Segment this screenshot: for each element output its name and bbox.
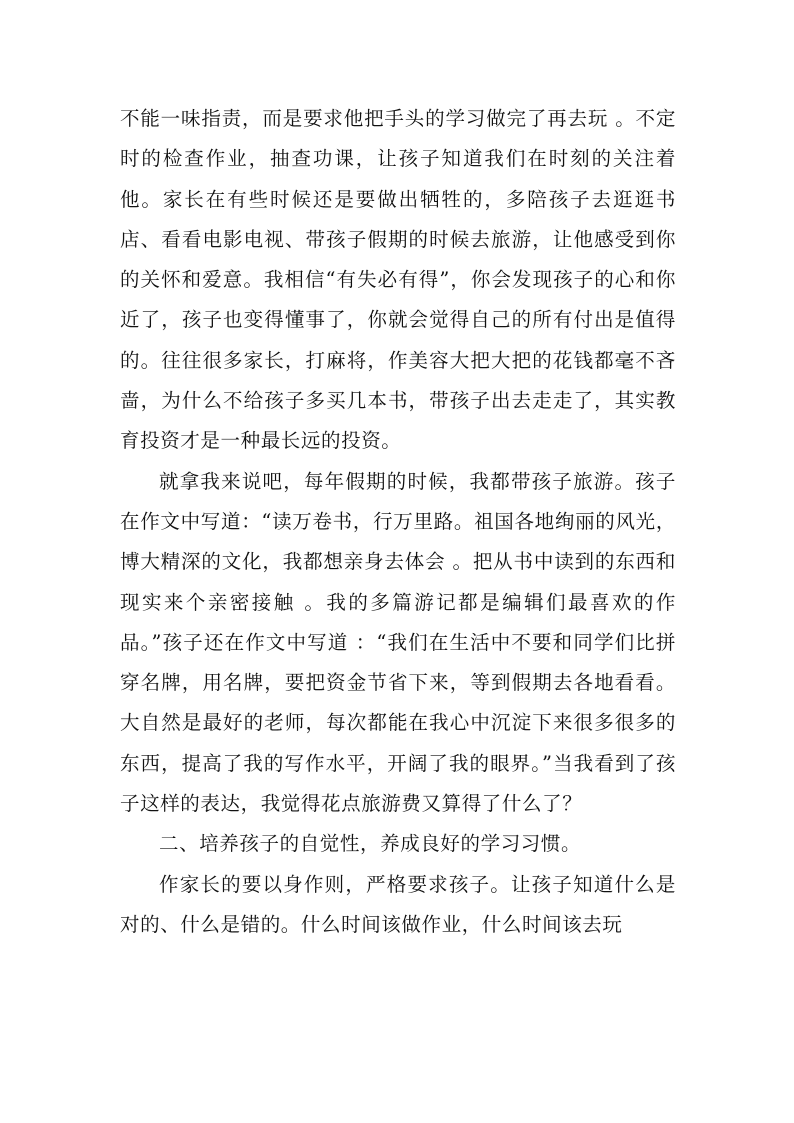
paragraph-1: 不能一味指责，而是要求他把手头的学习做完了再去玩 。不定时的检查作业，抽查功课，让孩子知道我们在时刻的关注着他。家长在有些时候还是要做出牺牲的，多陪孩子去逛逛书店、看看电影电视、带孩子假期的时候去旅游，让他感受到你的关怀和爱意。我相信“有失必有得”，你会发现孩子的心和你近了，孩子也变得懂事了，你就会觉得自己的所有付出是值得的。往往很多家长，打麻将，作美容大把大把的花钱都毫不吝啬，为什么不给孩子多买几本书，带孩子出去走走了，其实教育投资才是一种最长远的投资。	[120, 107, 676, 453]
body-text	[120, 99, 676, 945]
section-heading: 二、培养孩子的自觉性，养成良好的学习习惯。	[159, 832, 582, 856]
paragraph-3: 作家长的要以身作则，严格要求孩子。让孩子知道什么是对的、什么是错的。什么时间该做作业，什么时间该去玩	[120, 872, 676, 936]
paragraph-2: 就拿我来说吧，每年假期的时候，我都带孩子旅游。孩子在作文中写道：“读万卷书，行万里路。祖国各地绚丽的风光，博大精深的文化，我都想亲身去体会 。把从书中读到的东西和现实来个亲密接触 。我的多篇游记都是编辑们最喜欢的作品。”孩子还在作文中写道 ：“我们在生活中不要和同学们比拼穿名牌，用名牌，要把资金节省下来，等到假期去各地看看。大自然是最好的老师，每次都能在我心中沉淀下来很多很多的东西，提高了我的写作水平，开阔了我的眼界。”当我看到了孩子这样的表达，我觉得花点旅游费又算得了什么了？	[120, 469, 676, 816]
